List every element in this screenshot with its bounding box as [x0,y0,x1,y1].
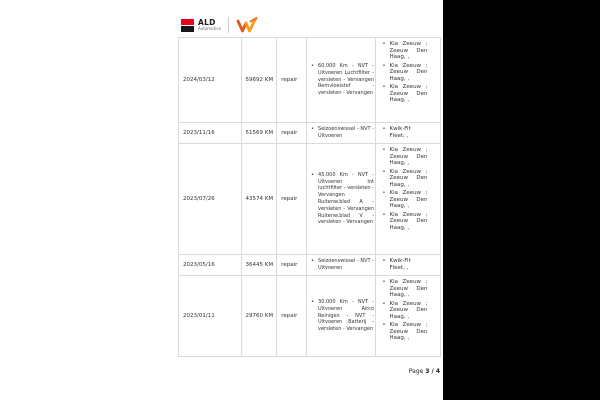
cell-date: 2023/07/26 [179,144,242,254]
document-header [181,15,258,35]
cell-supplier [376,123,440,143]
cell-date: 2023/11/16 [179,123,242,143]
table-rows [179,38,440,357]
supplier-item: • Kia Zeeuw ; Zeeuw Den Haag, , [381,190,427,210]
table-row [179,38,440,123]
cell-date: 2023/05/16 [179,255,242,275]
cell-work-items [307,255,376,275]
brand-text [198,19,221,32]
cell-type: repair [277,255,307,275]
cell-type: repair [277,123,307,143]
maintenance-history-table [178,37,441,357]
cell-work-items [307,123,376,143]
table-row [179,123,440,144]
work-item: • Seizoenswissel - NVT - Uitvoeren [310,126,374,140]
work-item: • 60.000 Km - NVT - Uitvoeren Luchtfilter - versleten - Vervangen Remvloeistof - versleten - Vervangen [310,63,374,97]
cell-type: repair [277,38,307,122]
supplier-item: • Kwik-Fit Fleet, , [381,258,427,271]
supplier-item: • Kia Zeeuw ; Zeeuw Den Haag, , [381,322,427,342]
supplier-item: • Kia Zeeuw ; Zeeuw Den Haag, , [381,63,427,83]
supplier-item: • Kia Zeeuw ; Zeeuw Den Haag, , [381,41,427,61]
cell-mileage: 36445 KM [242,255,278,275]
cell-type: repair [277,144,307,254]
work-item: • Seizoenswissel - NVT - Uitvoeren [310,258,374,272]
cell-date: 2024/03/12 [179,38,242,122]
table-row [179,255,440,276]
supplier-item: • Kwik-Fit Fleet, , [381,126,427,139]
viewer-side-panel [443,0,600,400]
cell-supplier [376,144,440,254]
cell-mileage: 43574 KM [242,144,278,254]
orange-script-w-logo-icon [236,16,258,34]
cell-supplier [376,38,440,122]
cell-mileage: 51569 KM [242,123,278,143]
page-number: 3 / 4 [425,368,440,375]
page-label: Page [408,368,424,375]
supplier-item: • Kia Zeeuw ; Zeeuw Den Haag, , [381,279,427,299]
page-indicator [178,368,440,375]
work-item: • 30.000 Km - NVT - Uitvoeren Airco Reinigen - NVT - Uitvoeren Batterij - versleten - Vervangen [310,299,374,333]
supplier-item: • Kia Zeeuw ; Zeeuw Den Haag, , [381,84,427,104]
cell-work-items [307,144,376,254]
supplier-item: • Kia Zeeuw ; Zeeuw Den Haag, , [381,212,427,232]
work-item: • 45.000 Km - NVT - Uitvoeren Int luchtfilter - versleten - Vervangen Ruitenw.blad A - versleten - Vervangen Ruitenw.blad V - versleten - Vervangen [310,172,374,226]
table-row [179,276,440,357]
cell-supplier [376,255,440,275]
supplier-item: • Kia Zeeuw ; Zeeuw Den Haag, , [381,147,427,167]
supplier-item: • Kia Zeeuw ; Zeeuw Den Haag, , [381,301,427,321]
cell-work-items [307,276,376,356]
cell-type: repair [277,276,307,356]
cell-mileage: 29760 KM [242,276,278,356]
brand-subtitle: Automotive [198,26,222,32]
cell-mileage: 59692 KM [242,38,278,122]
supplier-item: • Kia Zeeuw ; Zeeuw Den Haag, , [381,169,427,189]
ald-logo-icon [181,19,194,32]
cell-work-items [307,38,376,122]
logo-divider [228,17,229,33]
table-row [179,144,440,255]
cell-supplier [376,276,440,356]
cell-date: 2023/01/11 [179,276,242,356]
brand-name: ALD [198,17,216,27]
